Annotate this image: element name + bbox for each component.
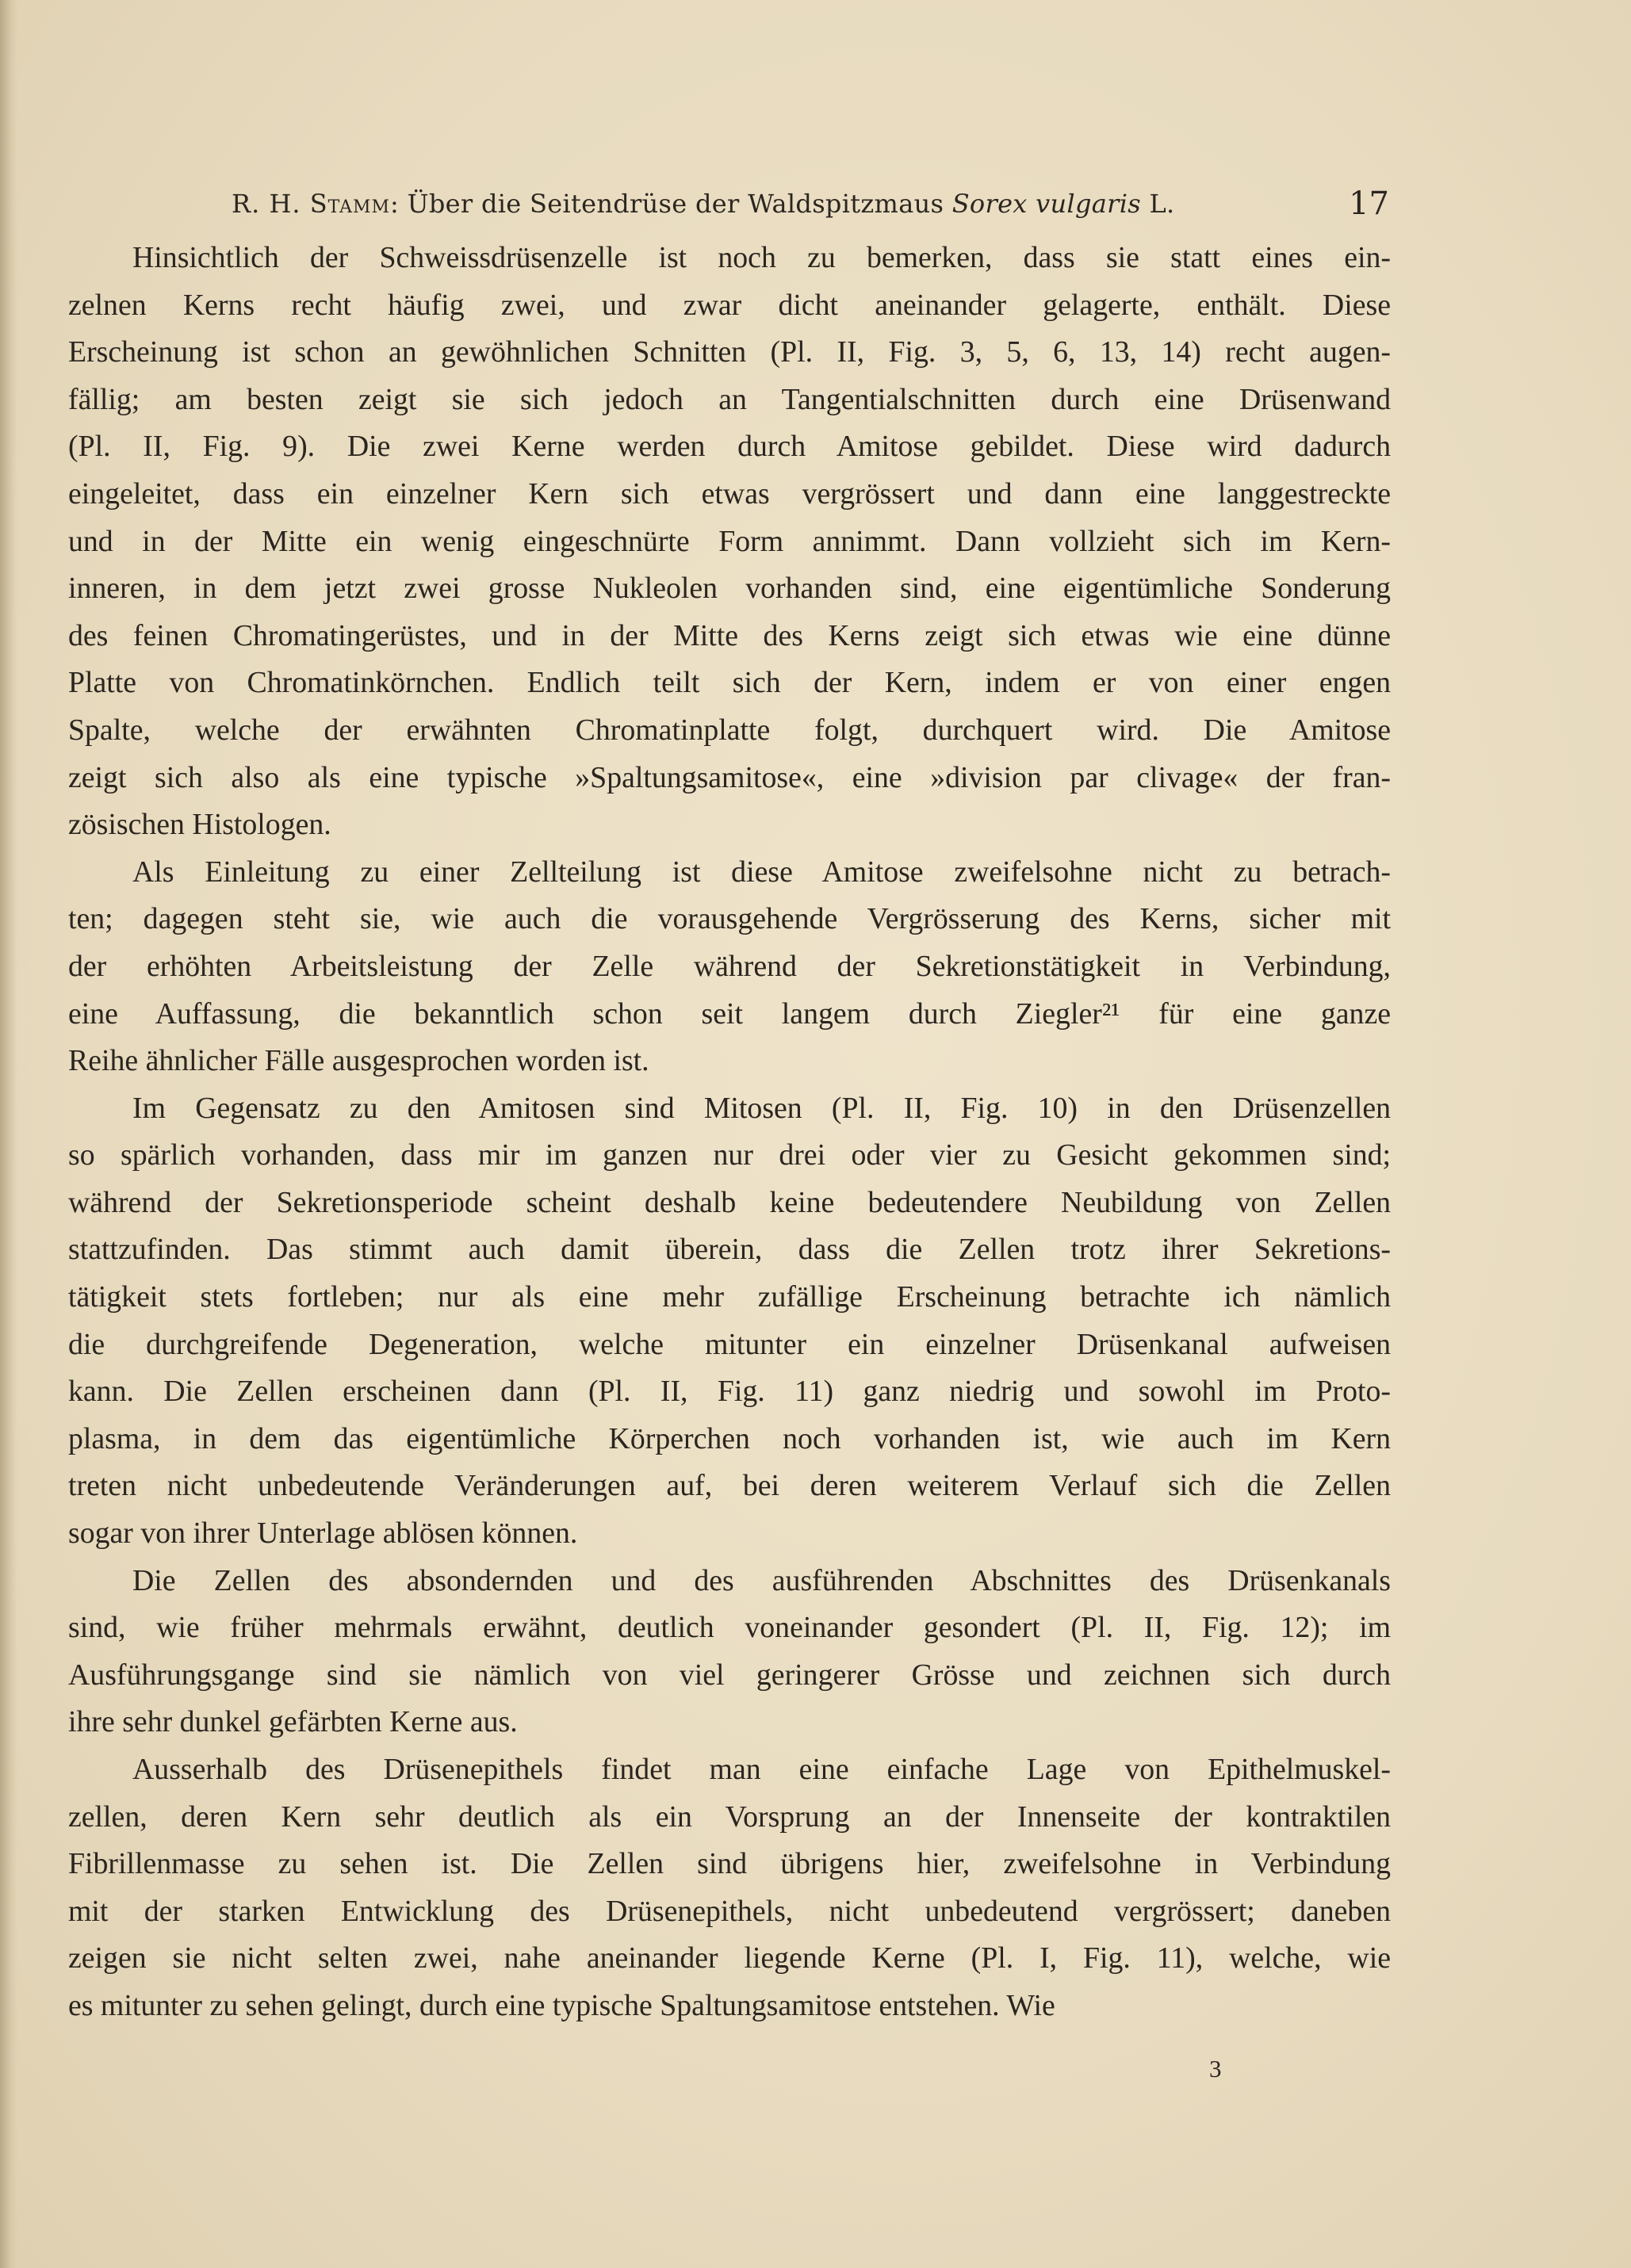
text-line: ihre sehr dunkel gefärbten Kerne aus.	[68, 1705, 518, 1739]
text-line: des feinen Chromatingerüstes, und in der Mitte des Kerns zeigt sich etwas wie eine dünne	[68, 618, 1391, 652]
text-line: sind, wie früher mehrmals erwähnt, deutlich voneinander gesondert (Pl. II, Fig. 12); im	[68, 1611, 1391, 1645]
text-line: ten; dagegen steht sie, wie auch die vorausgehende Vergrösserung des Kerns, sicher mit	[68, 902, 1391, 936]
text-line: inneren, in dem jetzt zwei grosse Nukleolen vorhanden sind, eine eigentümliche Sonderung	[68, 572, 1391, 606]
text-line: stattzufinden. Das stimmt auch damit überein, dass die Zellen trotz ihrer Sekretions-	[68, 1233, 1391, 1267]
text-line: so spärlich vorhanden, dass mir im ganzen nur drei oder vier zu Gesicht gekommen sind;	[68, 1138, 1391, 1172]
text-line: während der Sekretionsperiode scheint deshalb keine bedeutendere Neubildung von Zellen	[68, 1185, 1391, 1219]
text-line: zeigen sie nicht selten zwei, nahe aneinander liegende Kerne (Pl. I, Fig. 11), welche, wie	[68, 1941, 1391, 1975]
species-suffix: L.	[1140, 189, 1175, 219]
text-line: zeigt sich also als eine typische »Spaltungsamitose«, eine »division par clivage« der fran-	[68, 760, 1391, 794]
text-line: (Pl. II, Fig. 9). Die zwei Kerne werden durch Amitose gebildet. Diese wird dadurch	[68, 430, 1391, 464]
text-line: Ausserhalb des Drüsenepithels findet man eine einfache Lage von Epithelmuskel-	[132, 1753, 1391, 1786]
signature-mark: 3	[1209, 2055, 1222, 2083]
author-name: R. H. Stamm	[232, 189, 391, 219]
text-line: tätigkeit stets fortleben; nur als eine mehr zufällige Erscheinung betrachte ich nämlich	[68, 1280, 1391, 1314]
running-header	[232, 182, 1397, 230]
text-line: der erhöhten Arbeitsleistung der Zelle während der Sekretionstätigkeit in Verbindung,	[68, 949, 1391, 983]
text-line: Die Zellen des absondernden und des ausführenden Abschnittes des Drüsenkanals	[132, 1563, 1391, 1597]
text-line: sogar von ihrer Unterlage ablösen können.	[68, 1516, 578, 1551]
paragraph	[68, 1085, 1391, 1558]
text-line: zösischen Histologen.	[68, 808, 331, 842]
text-line: eingeleitet, dass ein einzelner Kern sich etwas vergrössert und dann eine langgestreckte	[68, 476, 1391, 511]
page-binding-edge	[0, 0, 17, 2268]
text-line: Fibrillenmasse zu sehen ist. Die Zellen sind übrigens hier, zweifelsohne in Verbindung	[68, 1847, 1391, 1881]
text-line: kann. Die Zellen erscheinen dann (Pl. II, Fig. 11) ganz niedrig und sowohl im Proto-	[68, 1375, 1391, 1409]
paragraph	[68, 849, 1391, 1085]
text-line: Erscheinung ist schon an gewöhnlichen Schnitten (Pl. II, Fig. 3, 5, 6, 13, 14) recht augen-	[68, 335, 1391, 369]
text-line: zelnen Kerns recht häufig zwei, und zwar dicht aneinander gelagerte, enthält. Diese	[68, 288, 1391, 322]
text-line: plasma, in dem das eigentümliche Körperchen noch vorhanden ist, wie auch im Kern	[68, 1421, 1391, 1455]
text-line: Hinsichtlich der Schweissdrüsenzelle ist noch zu bemerken, dass sie statt eines ein-	[132, 241, 1391, 274]
paragraph	[68, 1746, 1391, 2030]
paragraph	[68, 235, 1391, 849]
text-line: Als Einleitung zu einer Zellteilung ist diese Amitose zweifelsohne nicht zu betrach-	[132, 855, 1391, 889]
text-line: Spalte, welche der erwähnten Chromatinplatte folgt, durchquert wird. Die Amitose	[68, 713, 1391, 747]
text-line: und in der Mitte ein wenig eingeschnürte Form annimmt. Dann vollzieht sich im Kern-	[68, 524, 1391, 558]
text-line: Ausführungsgange sind sie nämlich von viel geringerer Grösse und zeichnen sich durch	[68, 1658, 1391, 1692]
text-line: es mitunter zu sehen gelingt, durch eine typische Spaltungsamitose entstehen. Wie	[68, 1988, 1055, 2022]
text-line: treten nicht unbedeutende Veränderungen auf, bei deren weiterem Verlauf sich die Zellen	[68, 1469, 1391, 1503]
body-text	[68, 235, 1391, 2030]
page-number: 17	[1349, 185, 1389, 222]
text-line: Im Gegensatz zu den Amitosen sind Mitosen (Pl. II, Fig. 10) in den Drüsenzellen	[132, 1091, 1391, 1125]
species-name: Sorex vulgaris	[951, 189, 1141, 219]
running-head-title: : Über die Seitendrüse der Waldspitzmaus	[390, 189, 952, 219]
text-line: die durchgreifende Degeneration, welche mitunter ein einzelner Drüsenkanal aufweisen	[68, 1327, 1391, 1361]
text-line: Platte von Chromatinkörnchen. Endlich teilt sich der Kern, indem er von einer engen	[68, 666, 1391, 700]
text-line: zellen, deren Kern sehr deutlich als ein Vorsprung an der Innenseite der kontraktilen	[68, 1799, 1391, 1834]
text-line: mit der starken Entwicklung des Drüsenepithels, nicht unbedeutend vergrössert; daneben	[68, 1894, 1391, 1928]
text-line: fällig; am besten zeigt sie sich jedoch an Tangentialschnitten durch eine Drüsenwand	[68, 382, 1391, 416]
running-head	[232, 189, 1174, 219]
text-line: eine Auffassung, die bekanntlich schon seit langem durch Ziegler²¹ für eine ganze	[68, 996, 1391, 1031]
paragraph	[68, 1558, 1391, 1746]
text-line: Reihe ähnlicher Fälle ausgesprochen worden ist.	[68, 1044, 649, 1078]
